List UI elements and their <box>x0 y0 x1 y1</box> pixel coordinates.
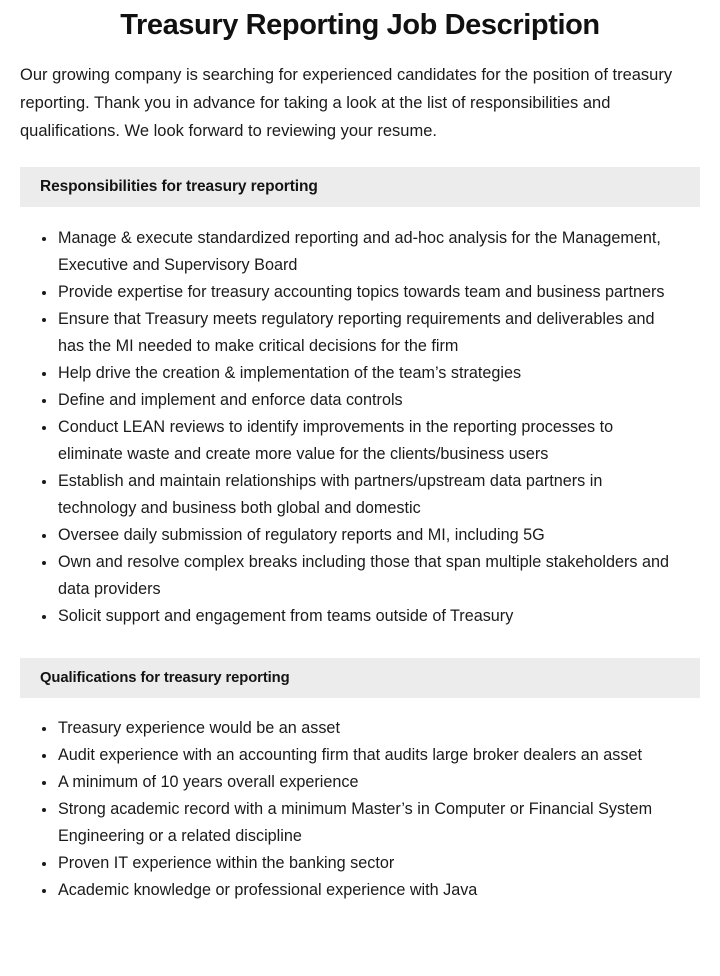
list-item: Treasury experience would be an asset <box>0 715 720 742</box>
list-item: Provide expertise for treasury accounting topics towards team and business partners <box>0 279 720 306</box>
list-item: Strong academic record with a minimum Master’s in Computer or Financial System Engineering or a related discipline <box>0 796 720 850</box>
list-item: Conduct LEAN reviews to identify improvements in the reporting processes to eliminate waste and create more value for the clients/business users <box>0 414 720 468</box>
section-header-band-responsibilities <box>20 167 700 207</box>
section-heading-responsibilities: Responsibilities for treasury reporting <box>40 178 318 195</box>
list-item: Solicit support and engagement from teams outside of Treasury <box>0 603 720 630</box>
list-item: Audit experience with an accounting firm that audits large broker dealers an asset <box>0 742 720 769</box>
section-qualifications <box>0 658 720 904</box>
list-item: Help drive the creation & implementation of the team’s strategies <box>0 360 720 387</box>
list-item: A minimum of 10 years overall experience <box>0 769 720 796</box>
responsibilities-list <box>0 207 720 630</box>
list-item: Own and resolve complex breaks including those that span multiple stakeholders and data providers <box>0 549 720 603</box>
section-header-band-qualifications <box>20 658 700 698</box>
list-item: Academic knowledge or professional experience with Java <box>0 877 720 904</box>
page-title: Treasury Reporting Job Description <box>120 9 600 41</box>
intro-paragraph: Our growing company is searching for experienced candidates for the position of treasury reporting. Thank you in advance for taking a look at the list of responsibilities and qualifications. We look forward to reviewing your resume. <box>20 66 673 140</box>
list-item: Establish and maintain relationships with partners/upstream data partners in technology and business both global and domestic <box>0 468 720 522</box>
list-item: Ensure that Treasury meets regulatory reporting requirements and deliverables and has the MI needed to make critical decisions for the firm <box>0 306 720 360</box>
list-item: Oversee daily submission of regulatory reports and MI, including 5G <box>0 522 720 549</box>
list-item: Manage & execute standardized reporting and ad-hoc analysis for the Management, Executive and Supervisory Board <box>0 225 720 279</box>
section-heading-qualifications: Qualifications for treasury reporting <box>40 670 290 686</box>
qualifications-list <box>0 698 720 904</box>
list-item: Proven IT experience within the banking sector <box>0 850 720 877</box>
section-responsibilities <box>0 167 720 630</box>
list-item: Define and implement and enforce data controls <box>0 387 720 414</box>
